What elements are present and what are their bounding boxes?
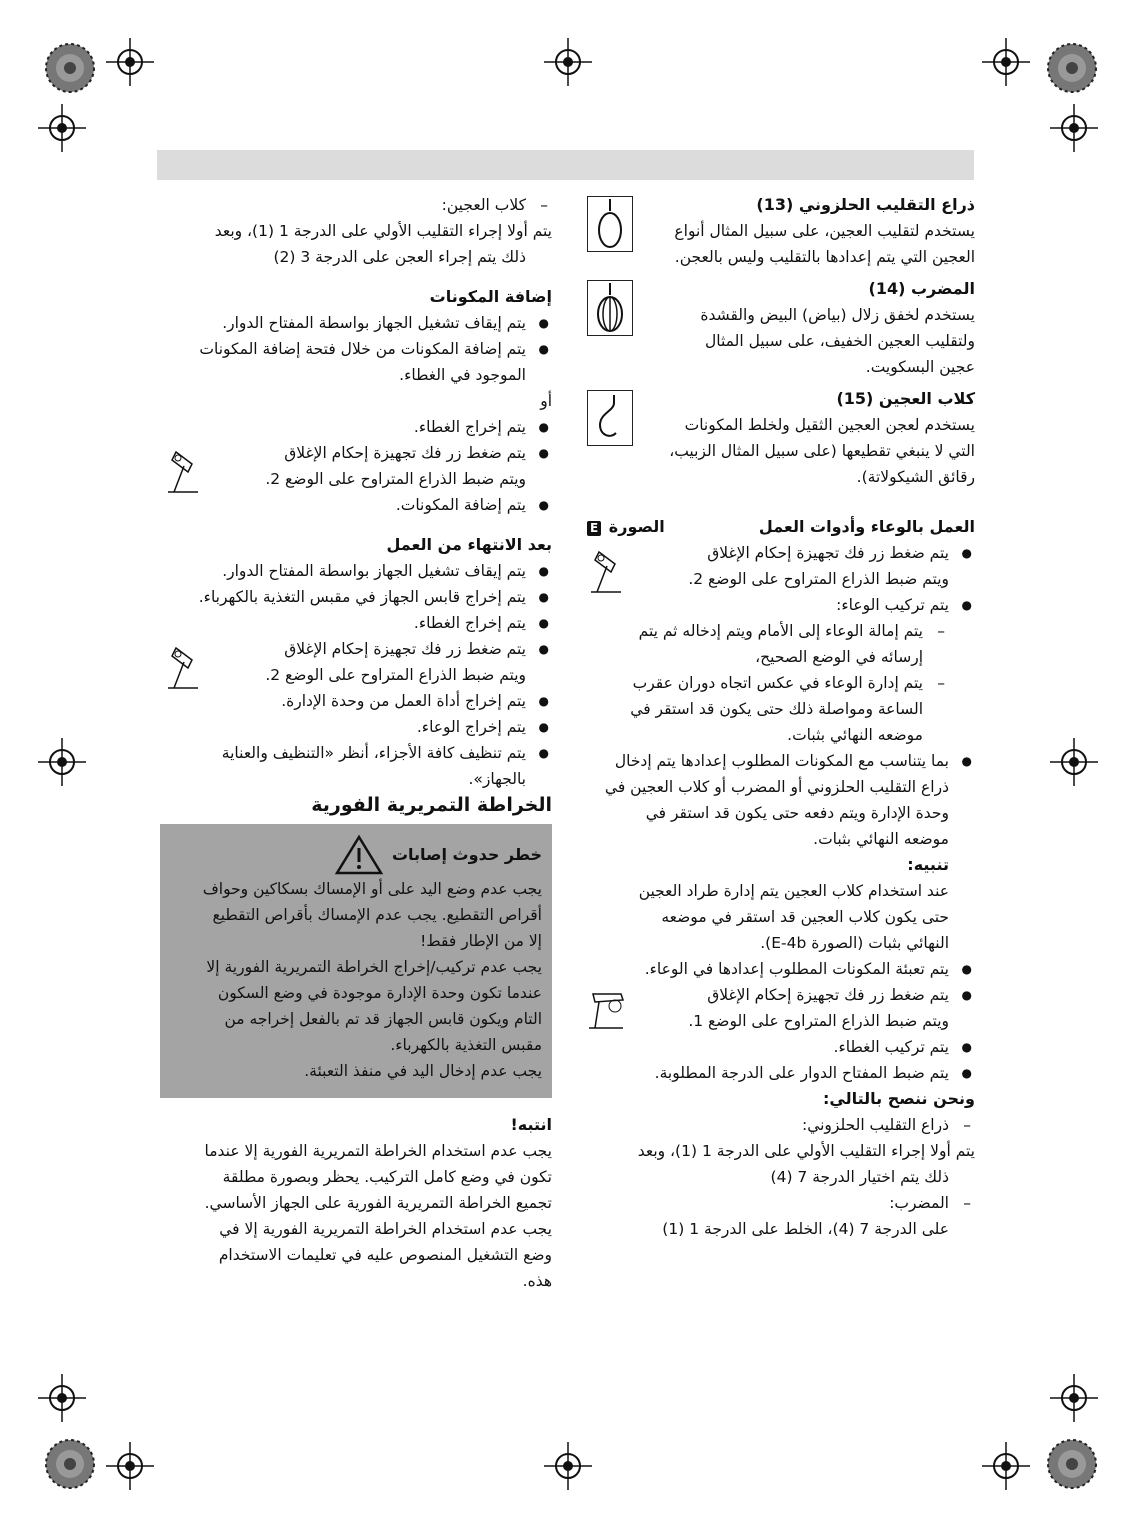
tool3-title: كلاب العجين (15) — [836, 389, 975, 408]
color-wheel-mark-bottom-right — [1046, 1438, 1098, 1490]
color-wheel-mark-bottom-left — [44, 1438, 96, 1490]
note-title: تنبيه: — [907, 855, 949, 874]
left-column: – كلاب العجين: يتم أولا إجراء التقليب الأولي على الدرجة 1 (1)، وبعد ذلك يتم إجراء العجن على الدرجة 3 (2) إضافة المكونات ● يتم إيقاف تشغيل الجهاز بواسطة المفتاح الدوار. ● يتم إضافة المكونات من خلال فتحة إضافة المكونات الموجود في الغطاء. أو ● يتم إخراج الغطاء. ● يتم ضغط زر فك تجهيزة إحكام الإغلاق ويتم ضبط الذراع المتراوح على الوضع 2. ● يتم إضافة المكونات. بعد الانتهاء من العمل ● يتم إيقاف تشغيل الجهاز بواسطة المفتاح الدوار. ● يتم إخراج قابس الجهاز في مقبس التغذية بالكهرباء. ● يتم إخراج الغطاء. ● يتم ضغط زر فك تجهيزة إحكام الإغلاق ويتم ضبط الذراع المتراوح على الوضع 2. ● يتم إخراج أداة العمل من وحدة الإدارة. ● يتم إخراج الوعاء. ● يتم تنظيف كافة الأجزاء، أنظر «التنظيف والعناية بالجهاز». الخراطة التمريرية الفورية خطر حدوث إصابات يجب عدم وضع اليد على أو الإمساك بسكاكين وحواف أقراص التقطيع. يجب عدم الإمساك بأقراص التقطيع إلا من الإطار فقط! يجب عدم تركيب/إخراج الخراطة التمريرية الفورية إلا عندما تكون وحدة الإدارة موجودة في وضع السكون التام ويكون قابس الجهاز قد تم بالفعل إخراجه من مقبس التغذية بالكهرباء. يجب عدم إدخال اليد في منفذ التعبئة. انتبه! يجب عدم استخدام الخراطة التمريرية الفورية إلا عندما تكون في وضع كامل التركيب. يحظر وبصورة مطلقة تجميع الخراطة التمريرية الفورية على الجهاز الأساسي. يجب عدم استخدام الخراطة التمريرية الفورية إلا في وضع التشغيل المنصوص عليه في تعليمات الاستخدام هذه. — [160, 192, 552, 1294]
add-step-1: ● يتم إيقاف تشغيل الجهاز بواسطة المفتاح الدوار. — [160, 310, 552, 336]
step-insert-tool: ● بما يتناسب مع المكونات المطلوب إعدادها يتم إدخال ذراع التقليب الحلزوني أو المضرب أو كلاب العجين في وحدة الإدارة ويتم دفعه حتى يكون قد استقر في موضعه النهائي بثبات. — [585, 748, 975, 852]
spiral-stirrer-icon — [587, 196, 633, 252]
step-fill-bowl: ● يتم تعبئة المكونات المطلوب إعدادها في الوعاء. — [585, 956, 975, 982]
header-band — [157, 150, 974, 180]
tool1-title: ذراع التقليب الحلزوني (13) — [756, 195, 975, 214]
registration-mark-bottom-center — [544, 1442, 592, 1490]
registration-mark-right-middle — [1050, 738, 1098, 786]
registration-mark-left-lower — [38, 1374, 86, 1422]
tool2-line-3: عجين البسكويت. — [865, 358, 975, 376]
color-wheel-mark-top-left — [44, 42, 96, 94]
tool-spiral-stirrer — [585, 192, 975, 270]
registration-mark-top-right-inner — [982, 38, 1030, 86]
section-title-row — [585, 514, 975, 540]
tool-whisk — [585, 276, 975, 380]
tool3-line-3: رقائق الشيكولاتة). — [856, 468, 975, 486]
mixer-arm-down-icon — [585, 982, 629, 1032]
figure-reference: الصورة E — [585, 514, 665, 540]
mixer-arm-up-icon — [585, 544, 627, 594]
registration-mark-right-upper — [1050, 104, 1098, 152]
registration-mark-bottom-left-inner — [106, 1442, 154, 1490]
registration-mark-bottom-right-inner — [982, 1442, 1030, 1490]
recommend-whisk: – المضرب: على الدرجة 7 (4)، الخلط على الدرجة 1 (1) — [585, 1190, 975, 1242]
blender-title: الخراطة التمريرية الفورية — [311, 794, 552, 816]
tool2-line-1: يستخدم لخفق زلال (بياض) البيض والقشدة — [700, 306, 975, 324]
kneading-hook-icon — [587, 390, 633, 446]
registration-mark-top-center — [544, 38, 592, 86]
add-step-5: ● يتم إضافة المكونات. — [160, 492, 552, 518]
registration-mark-left-middle — [38, 738, 86, 786]
step-fit-bowl: ● يتم تركيب الوعاء: — [585, 592, 975, 618]
after-step-1: ● يتم إيقاف تشغيل الجهاز بواسطة المفتاح الدوار. — [160, 558, 552, 584]
step-release-arm: ● يتم ضغط زر فك تجهيزة إحكام الإغلاق ويتم ضبط الذراع المتراوح على الوضع 2. — [585, 540, 975, 592]
warning-box: خطر حدوث إصابات يجب عدم وضع اليد على أو الإمساك بسكاكين وحواف أقراص التقطيع. يجب عدم الإمساك بأقراص التقطيع إلا من الإطار فقط! يجب عدم تركيب/إخراج الخراطة التمريرية الفورية إلا عندما تكون وحدة الإدارة موجودة في وضع السكون التام ويكون قابس الجهاز قد تم بالفعل إخراجه من مقبس التغذية بالكهرباء. يجب عدم إدخال اليد في منفذ التعبئة. — [160, 824, 552, 1098]
warning-title-row — [170, 834, 542, 876]
tool1-line-1: يستخدم لتقليب العجين، على سبيل المثال أنواع — [674, 222, 975, 240]
or-text: أو — [540, 392, 552, 410]
recommend-stirrer: – ذراع التقليب الحلزوني: — [585, 1112, 975, 1138]
tool2-title: المضرب (14) — [868, 279, 975, 298]
attention-title: انتبه! — [510, 1115, 552, 1134]
whisk-icon — [587, 280, 633, 336]
mixer-arm-up-icon — [162, 640, 204, 690]
note-block: تنبيه: عند استخدام كلاب العجين يتم إدارة طراد العجين حتى يكون كلاب العجين قد استقر في موضعه النهائي بثبات (الصورة E-4b). — [585, 852, 975, 956]
tool2-line-2: ولتقليب العجين الخفيف، على سبيل المثال — [704, 332, 975, 350]
section-title: العمل بالوعاء وأدوات العمل — [758, 517, 975, 536]
right-column: ذراع التقليب الحلزوني (13) يستخدم لتقليب العجين، على سبيل المثال أنواع العجين التي يتم إعدادها بالتقليب وليس بالعجن. المضرب (14) يستخدم لخفق زلال (بياض) البيض والقشدة ولتقليب العجين الخفيف، على سبيل المثال عجين البسكويت. كلاب العجين (15) يستخدم لعجن العجين الثقيل ولخلط المكونات التي لا ينبغي تقطيعها (على سبيل المثال الزبيب، رقائق الشيكولاتة). العمل بالوعاء وأدوات العمل الصورة E ● يتم ضغط زر فك تجهيزة إحكام الإغلاق ويتم ضبط الذراع المتراوح على الوضع 2. ● يتم تركيب الوعاء: – يتم إمالة الوعاء إلى الأمام ويتم إدخاله ثم يتم إرسائه في الوضع الصحيح، – يتم إدارة الوعاء في عكس اتجاه دوران عقرب الساعة ومواصلة ذلك حتى يكون قد استقر في موضعه النهائي بثبات. ● بما يتناسب مع المكونات المطلوب إعدادها يتم إدخال ذراع التقليب الحلزوني أو المضرب أو كلاب العجين في وحدة الإدارة ويتم دفعه حتى يكون قد استقر في موضعه النهائي بثبات. تنبيه: عند استخدام كلاب العجين يتم إدارة طراد العجين حتى يكون كلاب العجين قد استقر في موضعه النهائي بثبات (الصورة E-4b). ● يتم تعبئة المكونات المطلوب إعدادها في الوعاء. ● يتم ضغط زر فك تجهيزة إحكام الإغلاق ويتم ضبط الذراع المتراوح على الوضع 1. ● يتم تركيب الغطاء. ● يتم ضبط المفتاح الدوار على الدرجة المطلوبة. ونحن ننصح بالتالي: – ذراع التقليب الحلزوني: يتم أولا إجراء التقليب الأولي على الدرجة 1 (1)، وبعد ذلك يتم اختيار الدرجة 7 (4) – المضرب: على الدرجة 7 (4)، الخلط على الدرجة 1 (1) — [585, 192, 975, 1242]
after-step-5: ● يتم إخراج أداة العمل من وحدة الإدارة. — [160, 688, 552, 714]
add-step-2: ● يتم إضافة المكونات من خلال فتحة إضافة المكونات الموجود في الغطاء. — [160, 336, 552, 388]
add-step-3: ● يتم إخراج الغطاء. — [160, 414, 552, 440]
after-step-3: ● يتم إخراج الغطاء. — [160, 610, 552, 636]
warning-title: خطر حدوث إصابات — [391, 845, 542, 864]
step-set-switch: ● يتم ضبط المفتاح الدوار على الدرجة المطلوبة. — [585, 1060, 975, 1086]
add-step-4: ● يتم ضغط زر فك تجهيزة إحكام الإغلاق ويتم ضبط الذراع المتراوح على الوضع 2. — [160, 440, 552, 492]
after-step-6: ● يتم إخراج الوعاء. — [160, 714, 552, 740]
step-lower-arm: ● يتم ضغط زر فك تجهيزة إحكام الإغلاق ويتم ضبط الذراع المتراوح على الوضع 1. — [585, 982, 975, 1034]
step-fit-lid: ● يتم تركيب الغطاء. — [585, 1034, 975, 1060]
substep-tilt-bowl: – يتم إمالة الوعاء إلى الأمام ويتم إدخاله ثم يتم إرسائه في الوضع الصحيح، — [585, 618, 949, 670]
tool-kneading-hook — [585, 386, 975, 490]
tool3-line-2: التي لا ينبغي تقطيعها (على سبيل المثال الزبيب، — [669, 442, 975, 460]
color-wheel-mark-top-right — [1046, 42, 1098, 94]
add-ingredients-title: إضافة المكونات — [429, 287, 552, 306]
after-work-title: بعد الانتهاء من العمل — [386, 535, 552, 554]
mixer-arm-up-icon — [162, 444, 204, 494]
registration-mark-left-upper — [38, 104, 86, 152]
registration-mark-right-lower — [1050, 1374, 1098, 1422]
substep-turn-bowl: – يتم إدارة الوعاء في عكس اتجاه دوران عقرب الساعة ومواصلة ذلك حتى يكون قد استقر في موضعه النهائي بثبات. — [585, 670, 949, 748]
tool1-line-2: العجين التي يتم إعدادها بالتقليب وليس بالعجن. — [674, 248, 975, 266]
after-step-2: ● يتم إخراج قابس الجهاز في مقبس التغذية بالكهرباء. — [160, 584, 552, 610]
registration-mark-top-left-inner — [106, 38, 154, 86]
kneading-hook-recommendation: – كلاب العجين: — [160, 192, 552, 218]
after-step-4: ● يتم ضغط زر فك تجهيزة إحكام الإغلاق ويتم ضبط الذراع المتراوح على الوضع 2. — [160, 636, 552, 688]
recommend-title: ونحن ننصح بالتالي: — [822, 1089, 975, 1108]
warning-triangle-icon — [334, 834, 384, 876]
tool3-line-1: يستخدم لعجن العجين الثقيل ولخلط المكونات — [684, 416, 975, 434]
after-step-7: ● يتم تنظيف كافة الأجزاء، أنظر «التنظيف والعناية بالجهاز». — [160, 740, 552, 792]
figure-badge: E — [587, 521, 601, 536]
